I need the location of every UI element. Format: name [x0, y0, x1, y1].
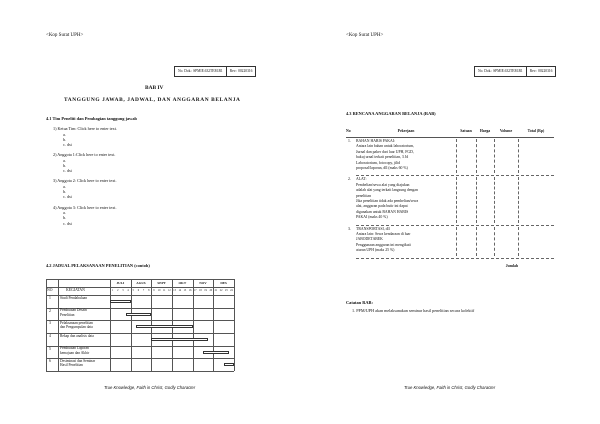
doc-number: No. Dok.: SPMIE.632TEM.B1	[178, 69, 223, 73]
footer-motto-left: True Knowledge, Faith in Christ, Godly Character	[104, 385, 196, 390]
rab-row-line: penelitian	[356, 193, 371, 198]
rab-row-line: Jika penelitian tidak ada pembelian/sewa	[356, 199, 419, 204]
gantt-row-no: 6	[49, 359, 51, 364]
gantt-row-kegiatan-line: Pelaksanaan penelitian	[60, 320, 93, 325]
gantt-week-label: 12	[168, 289, 171, 292]
gantt-col-kegiatan: KEGIATAN	[66, 288, 85, 292]
gantt-week-label: 1	[111, 289, 114, 292]
rab-col-divider	[494, 139, 495, 173]
rab-total-label: Jumlah	[505, 263, 518, 268]
gantt-month-label: NOV	[199, 280, 207, 285]
team-member-label: 3) Anggota 2: Click here to enter text.	[53, 178, 117, 184]
rab-col-header: Satuan	[460, 129, 472, 133]
rab-notes	[352, 308, 474, 314]
rab-row-line: alat, anggaran pada butir ini dapat	[356, 204, 408, 209]
rab-col-divider	[518, 177, 519, 222]
gantt-week-label: 18	[199, 289, 202, 292]
rab-row-divider	[356, 175, 554, 176]
rab-row-divider	[356, 225, 554, 226]
rab-col-divider	[476, 177, 477, 222]
rab-row-line: BAHAN HABIS PAKAI:	[356, 139, 396, 143]
gantt-row-kegiatan-line: Pembuatan Desain	[60, 308, 87, 313]
gantt-week-label: 3	[122, 289, 124, 292]
gantt-gridline	[46, 279, 234, 280]
rab-col-divider	[476, 139, 477, 173]
gantt-week-label: 5	[132, 289, 134, 292]
rab-row-line: bukuj urnal terkait penelitian, 3 Jd	[356, 155, 409, 160]
rab-row-divider	[356, 258, 554, 259]
gantt-gridline	[58, 279, 59, 371]
team-heading: 4.1 Tim Peneliti dan Pembagian tanggung jawab	[46, 116, 137, 121]
gantt-month-label: JULI	[116, 280, 125, 285]
gantt-week-label: 21	[214, 289, 218, 292]
gantt-week-label: 7	[142, 289, 145, 292]
gantt-row-kegiatan	[60, 334, 94, 338]
gantt-row-kegiatan-line: Studi Pendahuluan	[60, 295, 88, 300]
team-list	[53, 126, 117, 231]
gantt-week-label: 23	[224, 289, 228, 292]
gantt-week-label: 20	[209, 289, 213, 292]
rab-gridline	[346, 137, 554, 138]
gantt-week-label: 9	[153, 289, 155, 292]
team-member-task: c. dst	[63, 194, 72, 200]
team-member	[53, 205, 117, 226]
doc-number: No. Dok.: SPMIE.632TEM.B1	[478, 69, 523, 73]
gantt-gridline	[46, 279, 47, 371]
rab-row-line: adalah alat yang terkait langsung dengan	[356, 188, 418, 193]
gantt-row-no: 4	[49, 334, 51, 338]
gantt-row-kegiatan	[60, 359, 95, 368]
gantt-month-label: DES	[220, 280, 227, 285]
gantt-week-label: 6	[137, 289, 140, 292]
team-member-task: c. dst	[63, 220, 72, 226]
rab-row-line: Jurnal dan paker dari luar UPH, FGD,	[356, 149, 414, 154]
team-member-task: a.	[63, 210, 66, 216]
rab-col-header: Volume	[499, 129, 513, 133]
footer-motto-right: True Knowledge, Faith in Christ, Godly Character	[404, 385, 496, 390]
team-member-label: 2) Anggota 1:Click here to enter text.	[53, 152, 116, 158]
gantt-bar	[110, 300, 131, 303]
rab-row-pekerjaan	[356, 177, 454, 220]
rab-table	[346, 128, 554, 288]
gantt-gridline	[46, 371, 234, 372]
team-member-task: b.	[63, 189, 67, 195]
gantt-row-kegiatan-line: Rekap dan analisis data	[60, 333, 94, 338]
gantt-row-kegiatan-line: Pembuatan Laporan	[60, 346, 89, 351]
gantt-row-kegiatan-line: dan Pengumpulan data	[60, 325, 93, 330]
rab-row-line: PAKAI (maks 40 %)	[356, 215, 388, 220]
gantt-week-label: 10	[157, 289, 161, 292]
gantt-bar	[151, 338, 208, 341]
gantt-gridline	[131, 279, 132, 371]
team-member-task: b.	[63, 136, 67, 142]
gantt-month-label: OKT	[178, 280, 187, 285]
team-member-label: 4) Anggota 3: Click here to enter text.	[53, 204, 117, 210]
gantt-week-label: 8	[148, 289, 150, 292]
gantt-row-kegiatan-line: kemajuan dan Akhir	[60, 350, 90, 355]
gantt-week-label: 13	[173, 289, 176, 292]
gantt-gridline	[213, 279, 214, 371]
rab-row-line: ALAT:	[356, 177, 367, 182]
rab-col-divider	[494, 227, 495, 256]
rab-notes-heading: Catatan RAB:	[346, 300, 373, 305]
gantt-week-label: 16	[188, 289, 192, 292]
gantt-bar	[224, 363, 234, 366]
rab-row-line: Antara lain: Sewa kendaraan di luar	[356, 232, 411, 236]
team-member	[53, 152, 117, 173]
revision: Rev.: 00220316	[526, 67, 556, 76]
gantt-row-no: 3	[49, 321, 51, 326]
gantt-chart	[46, 279, 234, 371]
rab-col-header: Pekerjaan	[397, 129, 415, 133]
rab-heading: 4.3 RENCANA ANGGARAN BELANJA (RAB)	[346, 111, 436, 116]
gantt-week-label: 15	[183, 289, 187, 292]
team-member-task: a.	[63, 157, 66, 163]
gantt-row-no: 5	[49, 346, 51, 351]
team-member-label: 1) Ketua Tim: Click here to enter text.	[53, 126, 117, 131]
team-member-task: a.	[63, 184, 66, 189]
team-member-task: c. dst	[63, 142, 72, 147]
gantt-row-kegiatan-line: Desiminasi dan Seminar	[60, 358, 96, 363]
gantt-row-kegiatan-line: Hasil Penelitian	[60, 363, 83, 368]
rab-row-line: Laboratorium, fotocopy, jilid	[356, 160, 401, 165]
gantt-row-no: 2	[49, 308, 51, 313]
rab-row-line: JABODETABEK	[356, 237, 383, 242]
right-page	[300, 0, 600, 424]
rab-col-header: No	[346, 129, 351, 133]
gantt-row-no: 1	[49, 296, 51, 300]
rab-col-divider	[494, 177, 495, 222]
gantt-bar	[203, 351, 229, 354]
rab-col-divider	[476, 227, 477, 256]
doc-info-box-right	[474, 66, 556, 77]
rab-col-divider	[456, 139, 457, 173]
gantt-gridline	[234, 279, 235, 371]
chapter-title: TANGGUNG JAWAB, JADWAL, DAN ANGGARAN BELANJA	[64, 97, 241, 103]
rab-col-header: Total (Rp)	[527, 129, 545, 133]
gantt-row-kegiatan	[60, 321, 93, 330]
gantt-week-label: 2	[117, 289, 119, 292]
gantt-row-kegiatan	[60, 296, 87, 300]
rab-col-header: Harga	[479, 129, 491, 133]
gantt-row-kegiatan-line: Penelitian	[60, 312, 75, 317]
rab-row-line: aturan UPH (maks 25 %)	[356, 248, 395, 253]
rab-row-line: proposal/laporan, dll (maks 60 %)	[356, 166, 408, 171]
gantt-gridline	[193, 279, 194, 371]
rab-row-line: Penggunaan anggaran ini mengikuti	[356, 242, 411, 247]
rab-row-pekerjaan	[356, 227, 454, 254]
gantt-week-label: 4	[127, 289, 129, 292]
team-member-task: a.	[63, 131, 66, 137]
rab-row-line: Pembelian/sewa alat yang diajukan	[356, 182, 410, 187]
revision: Rev.: 00220316	[226, 67, 256, 76]
rab-col-divider	[456, 177, 457, 222]
gantt-gridline	[110, 279, 111, 371]
gantt-month-label: SEPT	[157, 280, 166, 285]
rab-row-no: 2.	[348, 177, 351, 182]
doc-info-box-left	[174, 66, 256, 77]
gantt-week-label: 11	[162, 289, 166, 292]
kop-surat-left: <Kop Surat UPH>	[46, 33, 84, 38]
rab-col-divider	[456, 227, 457, 256]
gantt-bar	[126, 313, 152, 316]
team-member-task: b.	[63, 163, 67, 168]
gantt-week-label: 17	[193, 289, 197, 292]
rab-col-divider	[518, 139, 519, 173]
rab-row-line: Antara lain bahan untuk laboratorium,	[356, 144, 415, 149]
team-member	[53, 178, 117, 199]
rab-row-no: 1.	[348, 139, 351, 143]
rab-row-pekerjaan	[356, 139, 454, 171]
team-member-task: c. dst	[63, 168, 72, 174]
schedule-heading: 4.2 JADUAL PELAKSANAAN PENELITIAN (contoh)	[46, 263, 150, 268]
rab-row-line: TRANSPORTASI, dll	[356, 226, 390, 231]
rab-note: 1. PPM/UPH akan melaksanakan seminar hasil penelitian secara kolektif	[352, 308, 475, 313]
team-member	[53, 126, 117, 147]
kop-surat-right: <Kop Surat UPH>	[346, 33, 384, 38]
gantt-week-label: 19	[204, 289, 207, 292]
rab-row-no: 3.	[348, 226, 351, 231]
gantt-row-kegiatan	[60, 308, 87, 317]
rab-col-divider	[518, 227, 519, 256]
gantt-week-label: 24	[230, 289, 233, 292]
chapter-number: BAB IV	[145, 85, 164, 91]
gantt-week-label: 22	[219, 289, 223, 292]
team-member-task: b.	[63, 215, 67, 221]
gantt-row-kegiatan	[60, 346, 89, 355]
gantt-bar	[136, 325, 193, 328]
rab-row-line: digunakan untuk BAHAN HABIS	[356, 209, 409, 214]
gantt-month-label: AGUS	[136, 280, 146, 285]
gantt-week-label: 14	[178, 289, 182, 292]
gantt-col-no: NO	[47, 288, 53, 292]
